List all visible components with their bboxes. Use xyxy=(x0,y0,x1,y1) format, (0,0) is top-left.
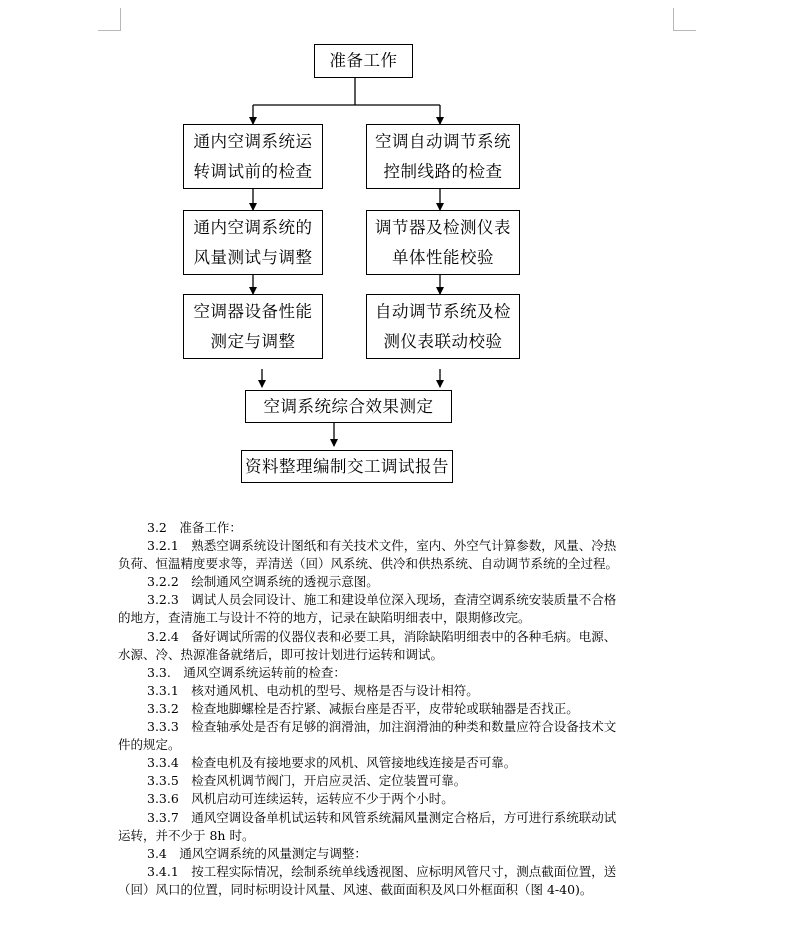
paragraph-line: 3.2.1 熟悉空调系统设计图纸和有关技术文件，室内、外空气计算参数，风量、冷热 xyxy=(147,538,617,554)
paragraph-line: 3.3.1 核对通风机、电动机的型号、规格是否与设计相符。 xyxy=(147,682,479,698)
flow-box-left-3: 空调器设备性能 测定与调整 xyxy=(183,294,323,359)
paragraph-line: 运转，并不少于 8h 时。 xyxy=(118,827,255,843)
section-heading-3-3: 3.3. 通风空调系统运转前的检查： xyxy=(147,664,346,680)
paragraph-line: 3.2.4 备好调试所需的仪器仪表和必要工具，消除缺陷明细表中的各种毛病。电源、 xyxy=(147,628,617,644)
paragraph-line: 3.3.5 检查风机调节阀门，开启应灵活、定位装置可靠。 xyxy=(147,773,467,789)
paragraph-line: （回）风口的位置，同时标明设计风量、风速、截面面积及风口外框面积（图 4-40)。 xyxy=(118,881,593,897)
flow-box-right-2: 调节器及检测仪表 单体性能校验 xyxy=(366,210,520,275)
paragraph-line: 3.3.3 检查轴承处是否有足够的润滑油，加注润滑油的种类和数量应符合设备技术文 xyxy=(147,719,617,735)
paragraph-line: 3.4.1 按工程实际情况，绘制系统单线透视图、应标明风管尺寸，测点截面位置，送 xyxy=(147,863,617,879)
paragraph-line: 3.3.6 风机启动可连续运转，运转应不少于两个小时。 xyxy=(147,791,454,807)
paragraph-line: 水源、冷、热源准备就绪后，即可按计划进行运转和调试。 xyxy=(118,646,444,662)
flow-box-merge: 空调系统综合效果测定 xyxy=(245,390,452,423)
flow-box-left-2: 通内空调系统的 风量测试与调整 xyxy=(183,210,323,275)
flow-box-right-3: 自动调节系统及检 测仪表联动校验 xyxy=(366,294,520,359)
paragraph-line: 的地方，查清施工与设计不符的地方，记录在缺陷明细表中，限期修改完。 xyxy=(118,610,531,626)
flow-box-end: 资料整理编制交工调试报告 xyxy=(241,450,453,483)
paragraph-line: 3.3.2 检查地脚螺栓是否拧紧、减振台座是否平，皮带轮或联轴器是否找正。 xyxy=(147,700,579,716)
section-heading-3-2: 3.2 准备工作： xyxy=(147,520,242,535)
flow-box-right-1: 空调自动调节系统 控制线路的检查 xyxy=(366,124,520,189)
section-heading-3-4: 3.4 通风空调系统的风量测定与调整： xyxy=(147,845,367,861)
paragraph-line: 件的规定。 xyxy=(118,737,181,753)
paragraph-line: 3.2.2 绘制通风空调系统的透视示意图。 xyxy=(147,574,379,590)
flow-box-start: 准备工作 xyxy=(314,44,413,78)
paragraph-line: 3.2.3 调试人员会同设计、施工和建设单位深入现场，查清空调系统安装质量不合格 xyxy=(147,592,617,608)
paragraph-line: 3.3.4 检查电机及有接地要求的风机、风管接地线连接是否可靠。 xyxy=(147,755,517,771)
body-text xyxy=(118,519,678,899)
flow-box-left-1: 通内空调系统运 转调试前的检查 xyxy=(183,124,323,189)
paragraph-line: 负荷、恒温精度要求等，弄清送（回）风系统、供冷和供热系统、自动调节系统的全过程。 xyxy=(118,556,619,572)
paragraph-line: 3.3.7 通风空调设备单机试运转和风管系统漏风量测定合格后，方可进行系统联动试 xyxy=(147,809,617,825)
